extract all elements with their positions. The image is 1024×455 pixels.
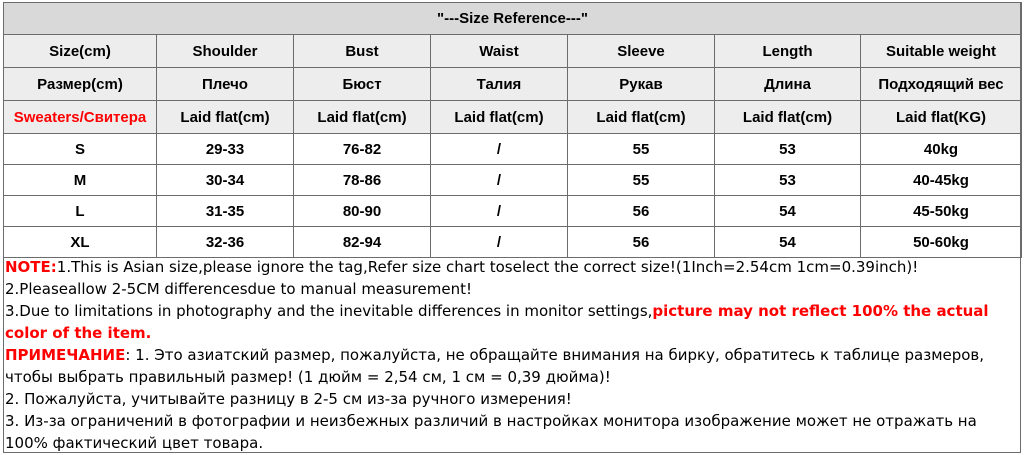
weight-cell: 45-50kg: [861, 196, 1022, 227]
note-label: NOTE:: [5, 258, 57, 276]
note-ru-label: ПРИМЕЧАНИЕ: [5, 346, 126, 364]
waist-cell: /: [431, 165, 568, 196]
header-size-ru: Размер(cm): [4, 68, 157, 101]
size-cell: M: [4, 165, 157, 196]
method-shoulder: Laid flat(cm): [157, 101, 294, 134]
note-ru-1-text: : 1. Это азиатский размер, пожалуйста, не обращайте внимания на бирку, обратитесь к таблице размеров, чтобы выбрать правильный размер! (1 дюйм = 2,54 см, 1 см = 0,39 дюйма)!: [5, 346, 985, 386]
size-cell: XL: [4, 227, 157, 258]
weight-cell: 40kg: [861, 134, 1022, 165]
method-sleeve: Laid flat(cm): [568, 101, 715, 134]
weight-cell: 40-45kg: [861, 165, 1022, 196]
method-length: Laid flat(cm): [715, 101, 861, 134]
note-line-2: 2.Pleaseallow 2-5CM differencesdue to manual measurement!: [5, 280, 472, 298]
table-title: "---Size Reference---": [4, 3, 1022, 35]
bust-cell: 80-90: [294, 196, 431, 227]
note-3-warning: picture may not reflect 100% the actual color of the item.: [5, 302, 989, 342]
header-weight-ru: Подходящий вес: [861, 68, 1022, 101]
shoulder-cell: 30-34: [157, 165, 294, 196]
bust-cell: 76-82: [294, 134, 431, 165]
table-row: [4, 134, 1022, 165]
table-title-row: [4, 3, 1022, 35]
sleeve-cell: 56: [568, 196, 715, 227]
header-bust-ru: Бюст: [294, 68, 431, 101]
shoulder-cell: 32-36: [157, 227, 294, 258]
header-shoulder: Shoulder: [157, 35, 294, 68]
size-reference-table: [3, 2, 1022, 258]
header-weight: Suitable weight: [861, 35, 1022, 68]
header-sleeve-ru: Рукав: [568, 68, 715, 101]
bust-cell: 78-86: [294, 165, 431, 196]
length-cell: 53: [715, 165, 861, 196]
header-length-ru: Длина: [715, 68, 861, 101]
length-cell: 54: [715, 227, 861, 258]
note-ru-line-1: [5, 344, 1019, 388]
header-sleeve: Sleeve: [568, 35, 715, 68]
table-row: [4, 227, 1022, 258]
waist-cell: /: [431, 227, 568, 258]
header-size: Size(cm): [4, 35, 157, 68]
length-cell: 54: [715, 196, 861, 227]
sleeve-cell: 55: [568, 134, 715, 165]
sleeve-cell: 55: [568, 165, 715, 196]
waist-cell: /: [431, 196, 568, 227]
header-bust: Bust: [294, 35, 431, 68]
header-row-russian: [4, 68, 1022, 101]
method-weight: Laid flat(KG): [861, 101, 1022, 134]
size-cell: L: [4, 196, 157, 227]
note-3-text: 3.Due to limitations in photography and the inevitable differences in monitor settings,: [5, 302, 653, 320]
table-row: [4, 196, 1022, 227]
table-row: [4, 165, 1022, 196]
shoulder-cell: 29-33: [157, 134, 294, 165]
notes-section: [5, 256, 1019, 454]
note-line-3: [5, 300, 1019, 344]
bust-cell: 82-94: [294, 227, 431, 258]
weight-cell: 50-60kg: [861, 227, 1022, 258]
sleeve-cell: 56: [568, 227, 715, 258]
note-line-1: [5, 256, 1019, 278]
waist-cell: /: [431, 134, 568, 165]
length-cell: 53: [715, 134, 861, 165]
method-row: [4, 101, 1022, 134]
category-label: Sweaters/Свитера: [4, 101, 157, 134]
shoulder-cell: 31-35: [157, 196, 294, 227]
header-row-english: [4, 35, 1022, 68]
note-ru-line-2: 2. Пожалуйста, учитывайте разницу в 2-5 см из-за ручного измерения!: [5, 390, 572, 408]
header-shoulder-ru: Плечо: [157, 68, 294, 101]
size-cell: S: [4, 134, 157, 165]
method-waist: Laid flat(cm): [431, 101, 568, 134]
note-ru-line-3: 3. Из-за ограничений в фотографии и неизбежных различий в настройках монитора изображение может не отражать на 100% фактический цвет товара.: [5, 412, 977, 452]
note-1-text: 1.This is Asian size,please ignore the tag,Refer size chart toselect the correct size!(1Inch=2.54cm 1cm=0.39inch)!: [56, 258, 919, 276]
header-waist: Waist: [431, 35, 568, 68]
header-length: Length: [715, 35, 861, 68]
method-bust: Laid flat(cm): [294, 101, 431, 134]
header-waist-ru: Талия: [431, 68, 568, 101]
